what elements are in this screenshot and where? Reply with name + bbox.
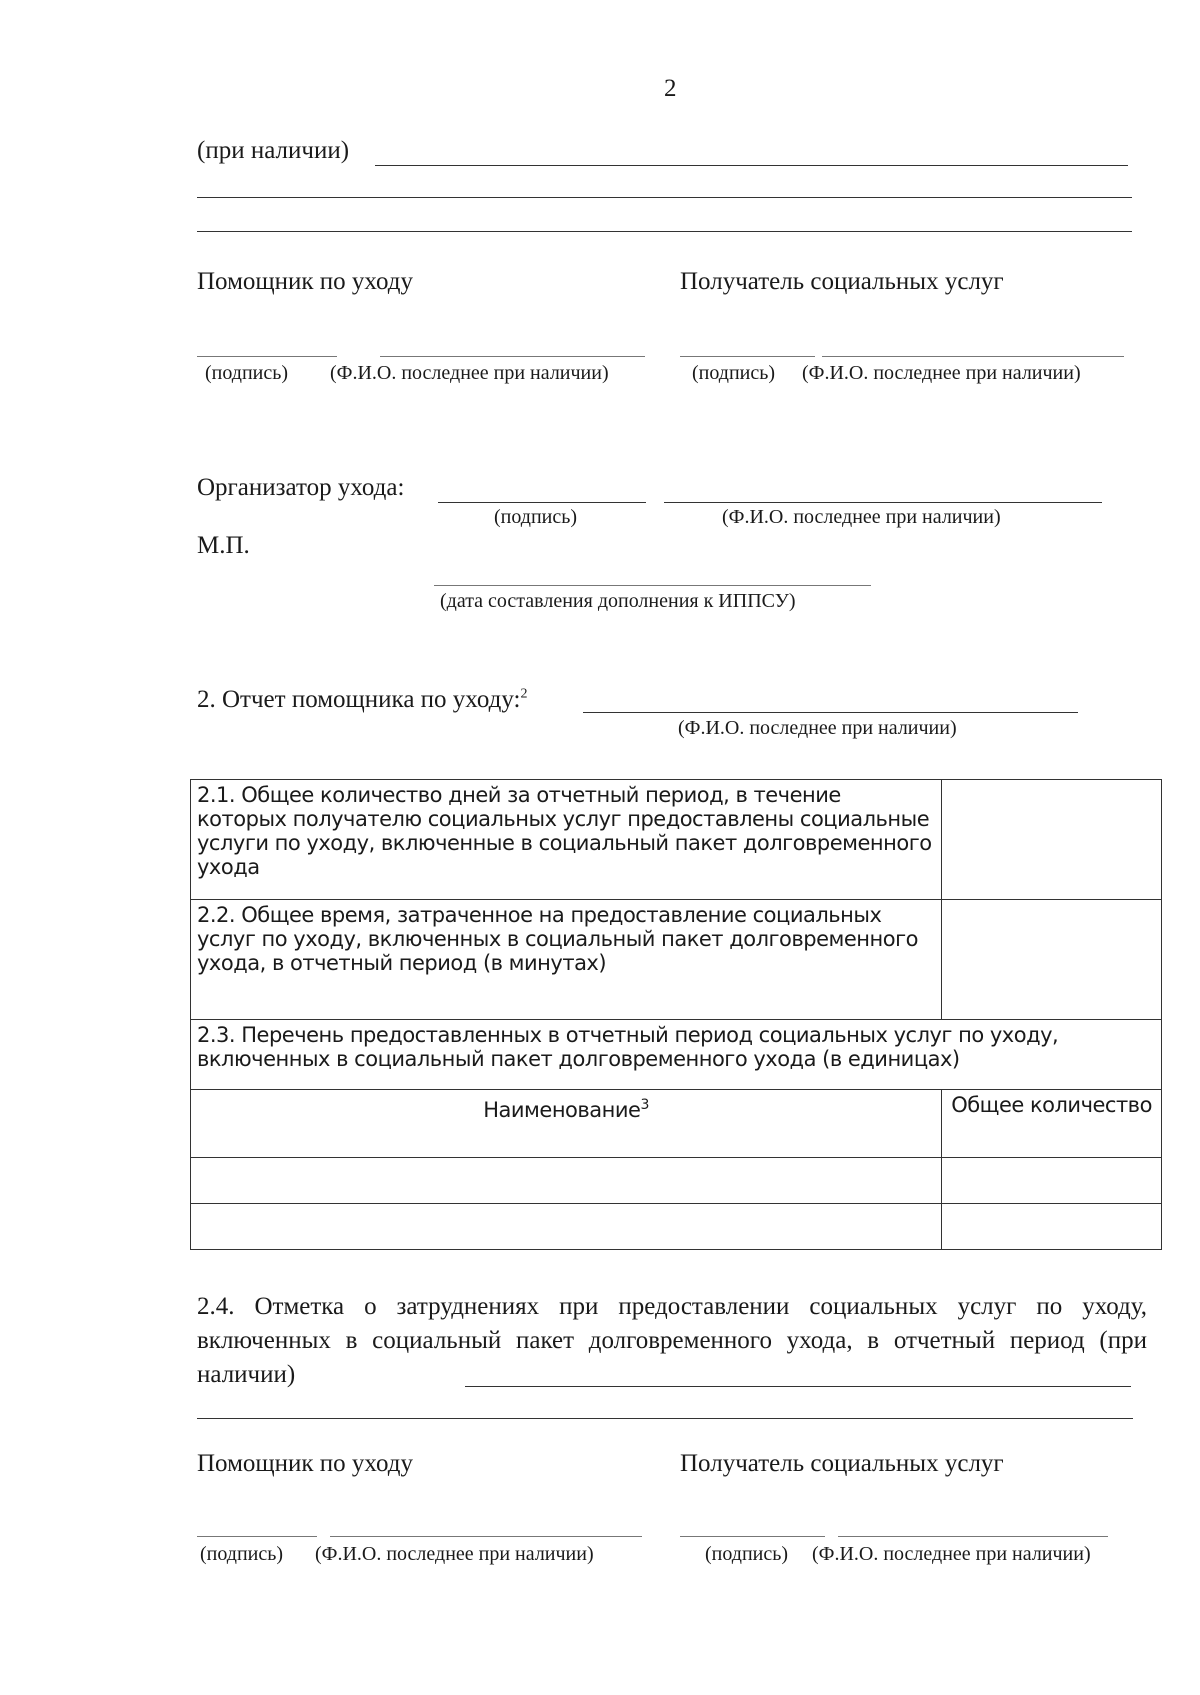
report-heading-text: 2. Отчет помощника по уходу: <box>197 686 521 713</box>
fill-line-2[interactable] <box>197 197 1132 198</box>
assistant-title: Помощник по уходу <box>197 268 413 295</box>
col-total-header: Общее количество <box>942 1090 1162 1158</box>
assistant-signature-line[interactable] <box>197 356 337 357</box>
stamp-label: М.П. <box>197 532 250 559</box>
fill-line-1[interactable] <box>375 165 1128 166</box>
table-row-2-1 <box>191 780 1162 900</box>
row-2-3-label: 2.3. Перечень предоставленных в отчетный период социальных услуг по уходу, включенных в социальный пакет долговременного ухода (в единицах) <box>191 1020 1162 1090</box>
table-row <box>191 1204 1162 1250</box>
recipient-fio-line-2[interactable] <box>838 1536 1108 1537</box>
date-caption: (дата составления дополнения к ИППСУ) <box>440 590 796 612</box>
organizer-label: Организатор ухода: <box>197 474 405 501</box>
assistant-fio-line-2[interactable] <box>330 1536 642 1537</box>
assistant-title-2: Помощник по уходу <box>197 1450 413 1477</box>
recipient-signature-caption: (подпись) <box>692 362 776 384</box>
row-2-2-label: 2.2. Общее время, затраченное на предоставление социальных услуг по уходу, включенных в социальный пакет долговременного ухода, в отчетный период (в минутах) <box>191 900 942 1020</box>
organizer-signature-line[interactable] <box>438 502 646 503</box>
assistant-fio-line[interactable] <box>380 356 645 357</box>
recipient-signature-caption-2: (подпись) <box>705 1543 789 1565</box>
recipient-fio-caption: (Ф.И.О. последнее при наличии) <box>802 362 1081 384</box>
report-fio-caption: (Ф.И.О. последнее при наличии) <box>678 717 957 739</box>
organizer-fio-caption: (Ф.И.О. последнее при наличии) <box>722 506 1001 528</box>
fill-line-3[interactable] <box>197 231 1132 232</box>
service-total-cell[interactable] <box>942 1204 1162 1250</box>
difficulties-text: 2.4. Отметка о затруднениях при предоставлении социальных услуг по уходу, включенных в социальный пакет долговременного ухода, в отчетный период (при наличии) <box>197 1293 1147 1388</box>
date-line[interactable] <box>434 585 871 586</box>
assistant-fio-caption: (Ф.И.О. последнее при наличии) <box>330 362 609 384</box>
assistant-signature-caption: (подпись) <box>205 362 289 384</box>
recipient-fio-caption-2: (Ф.И.О. последнее при наличии) <box>812 1543 1091 1565</box>
if-available-label: (при наличии) <box>197 137 350 164</box>
recipient-signature-line-2[interactable] <box>680 1536 825 1537</box>
row-2-1-value[interactable] <box>942 780 1162 900</box>
table-header-row <box>191 1090 1162 1158</box>
row-2-2-value[interactable] <box>942 900 1162 1020</box>
col-name-text: Наименование <box>483 1098 641 1122</box>
col-name-header <box>191 1090 942 1158</box>
report-fio-line[interactable] <box>583 712 1078 713</box>
report-table <box>190 779 1162 1250</box>
table-row-2-2 <box>191 900 1162 1020</box>
col-name-footnote: 3 <box>640 1097 649 1113</box>
recipient-title: Получатель социальных услуг <box>680 268 1004 295</box>
service-name-cell[interactable] <box>191 1204 942 1250</box>
service-total-cell[interactable] <box>942 1158 1162 1204</box>
organizer-signature-caption: (подпись) <box>494 506 578 528</box>
difficulties-fill-line-1[interactable] <box>465 1386 1131 1387</box>
difficulties-fill-line-2[interactable] <box>197 1418 1133 1419</box>
service-name-cell[interactable] <box>191 1158 942 1204</box>
assistant-signature-line-2[interactable] <box>197 1536 317 1537</box>
recipient-signature-line[interactable] <box>680 356 815 357</box>
report-heading <box>197 686 527 714</box>
row-2-1-label: 2.1. Общее количество дней за отчетный период, в течение которых получателю социальных услуг предоставлены социальные услуги по уходу, включенные в социальный пакет долговременного ухода <box>191 780 942 900</box>
recipient-fio-line[interactable] <box>822 356 1124 357</box>
table-row-2-3 <box>191 1020 1162 1090</box>
organizer-fio-line[interactable] <box>664 502 1102 503</box>
report-footnote-mark: 2 <box>520 686 528 702</box>
page-number: 2 <box>664 75 677 102</box>
assistant-fio-caption-2: (Ф.И.О. последнее при наличии) <box>315 1543 594 1565</box>
recipient-title-2: Получатель социальных услуг <box>680 1450 1004 1477</box>
table-row <box>191 1158 1162 1204</box>
assistant-signature-caption-2: (подпись) <box>200 1543 284 1565</box>
